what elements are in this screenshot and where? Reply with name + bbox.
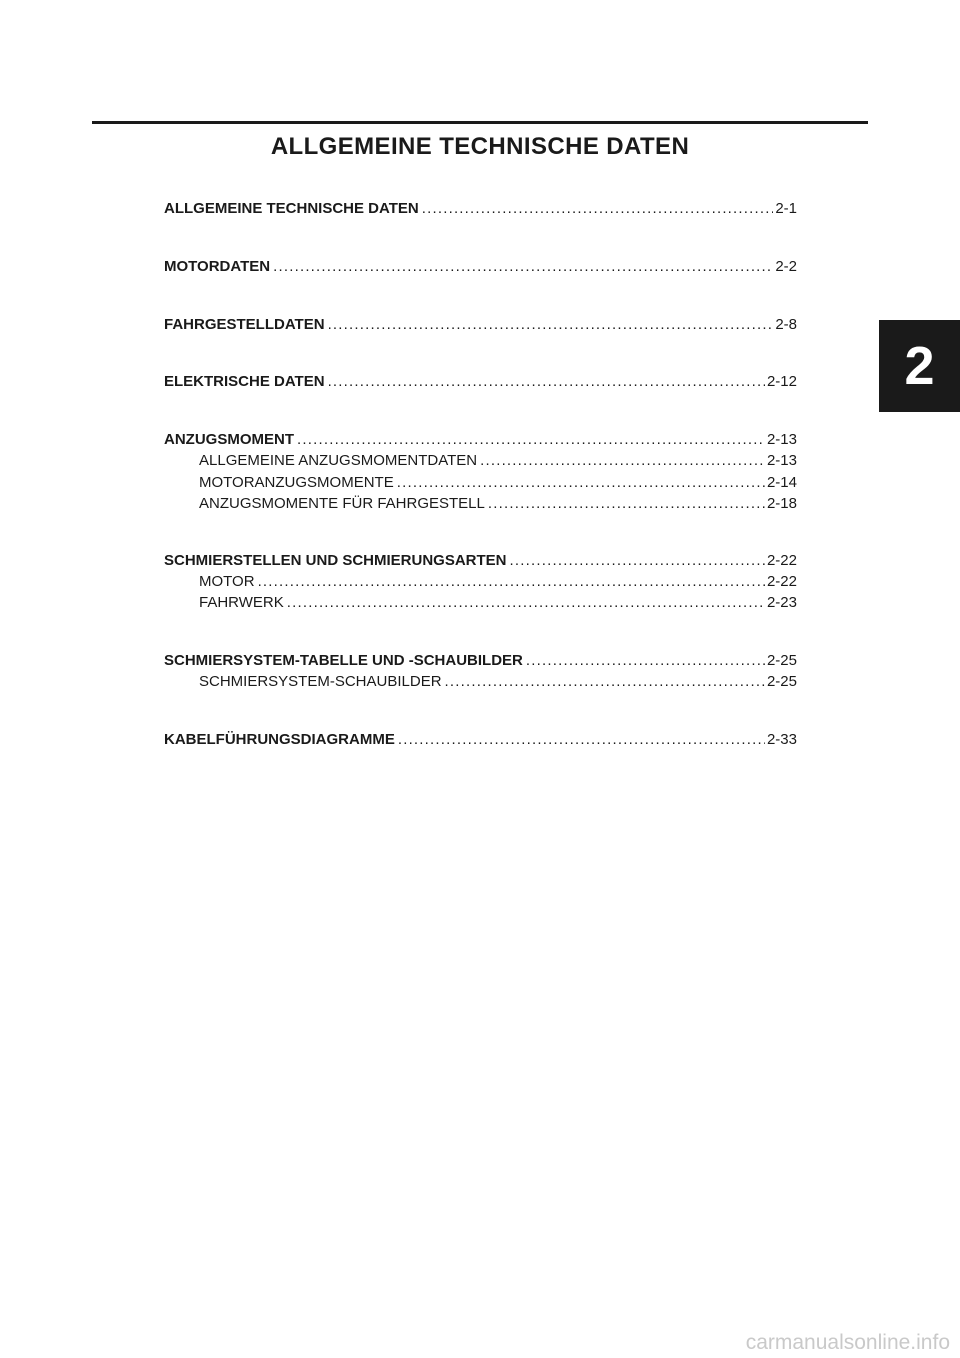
toc-entry-schmiersystem-schaubilder[interactable] (199, 672, 797, 691)
dot-leader (398, 730, 765, 749)
toc-entry-kabelfuehrungsdiagramme[interactable] (164, 730, 797, 749)
toc-entry-motordaten[interactable] (164, 257, 797, 276)
toc-entry-label: SCHMIERSYSTEM-SCHAUBILDER (199, 673, 442, 690)
toc-entry-schmiersystem-tabelle[interactable] (164, 651, 797, 670)
chapter-number: 2 (904, 336, 935, 396)
toc-entry-label: ANZUGSMOMENTE FÜR FAHRGESTELL (199, 495, 485, 512)
dot-leader (328, 315, 774, 334)
dot-leader (273, 257, 773, 276)
toc-entry-label: MOTORDATEN (164, 258, 271, 275)
header-rule (92, 121, 868, 124)
page-title: ALLGEMEINE TECHNISCHE DATEN (270, 133, 690, 160)
dot-leader (328, 372, 765, 391)
toc-entry-fahrwerk[interactable] (199, 593, 797, 612)
toc-entry-page: 2-33 (766, 731, 797, 748)
toc-entry-label: SCHMIERSYSTEM-TABELLE UND -SCHAUBILDER (164, 652, 523, 669)
toc-entry-label: MOTOR (199, 573, 255, 590)
toc-entry-page: 2-23 (766, 594, 797, 611)
toc-entry-page: 2-12 (766, 373, 797, 390)
toc-entry-label: ALLGEMEINE TECHNISCHE DATEN (164, 200, 419, 217)
toc-entry-allgemeine-technische-daten[interactable] (164, 199, 797, 218)
toc-entry-page: 2-1 (775, 200, 797, 217)
toc-entry-schmierstellen[interactable] (164, 551, 797, 570)
toc-entry-anzugsmoment[interactable] (164, 430, 797, 449)
toc-entry-page: 2-13 (766, 431, 797, 448)
toc-entry-page: 2-25 (766, 673, 797, 690)
toc-entry-label: FAHRWERK (199, 594, 284, 611)
toc-entry-elektrische-daten[interactable] (164, 372, 797, 391)
toc-entry-label: ANZUGSMOMENT (164, 431, 294, 448)
toc-entry-fahrgestelldaten[interactable] (164, 315, 797, 334)
dot-leader (397, 473, 765, 492)
toc-entry-label: SCHMIERSTELLEN UND SCHMIERUNGSARTEN (164, 552, 507, 569)
toc-entry-page: 2-2 (775, 258, 797, 275)
toc-entry-label: ALLGEMEINE ANZUGSMOMENTDATEN (199, 452, 478, 469)
dot-leader (287, 593, 765, 612)
dot-leader (422, 199, 774, 218)
toc-entry-page: 2-22 (766, 552, 797, 569)
toc-entry-page: 2-14 (766, 474, 797, 491)
toc-entry-label: FAHRGESTELLDATEN (164, 316, 325, 333)
toc-entry-page: 2-8 (775, 316, 797, 333)
toc-entry-motoranzugsmomente[interactable] (199, 473, 797, 492)
dot-leader (526, 651, 765, 670)
dot-leader (488, 494, 765, 513)
chapter-tab (879, 320, 960, 412)
dot-leader (258, 572, 765, 591)
dot-leader (480, 451, 765, 470)
dot-leader (297, 430, 765, 449)
toc-entry-motor[interactable] (199, 572, 797, 591)
toc-entry-page: 2-13 (766, 452, 797, 469)
toc-entry-page: 2-25 (766, 652, 797, 669)
toc-entry-anzugsmomente-fuer-fahrgestell[interactable] (199, 494, 797, 513)
toc-entry-page: 2-18 (766, 495, 797, 512)
toc-entry-label: MOTORANZUGSMOMENTE (199, 474, 394, 491)
dot-leader (510, 551, 765, 570)
toc-entry-label: KABELFÜHRUNGSDIAGRAMME (164, 731, 395, 748)
toc-entry-label: ELEKTRISCHE DATEN (164, 373, 325, 390)
toc-entry-page: 2-22 (766, 573, 797, 590)
site-watermark: carmanualsonline.info (745, 1331, 950, 1354)
toc-entry-allgemeine-anzugsmomentdaten[interactable] (199, 451, 797, 470)
dot-leader (445, 672, 765, 691)
